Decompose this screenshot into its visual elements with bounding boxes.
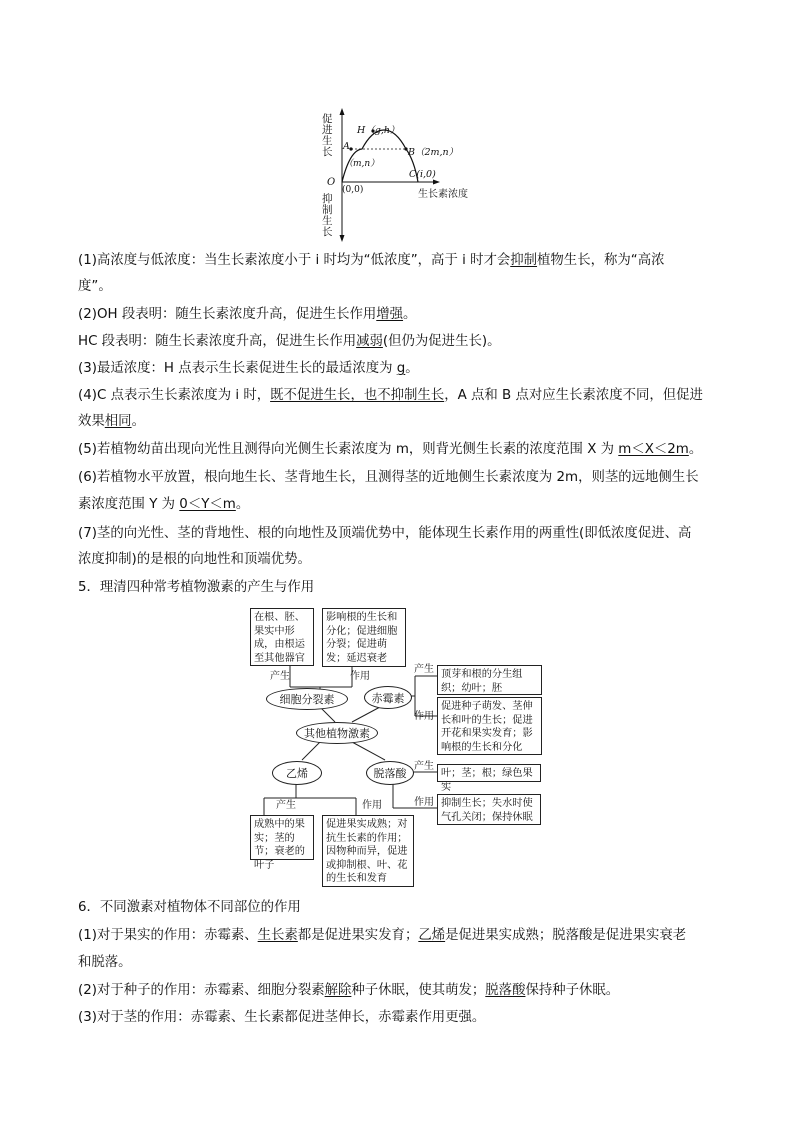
ethylene-effect-box: 促进果实成熟；对抗生长素的作用；因物种而异，促进或抑制根、叶、花的生长和发育 bbox=[322, 815, 414, 887]
ethylene-produce-tag: 产生 bbox=[276, 800, 296, 811]
ethylene-node: 乙烯 bbox=[272, 761, 322, 785]
cytokinin-produce-box: 在根、胚、果实中形成，由根运至其他器官 bbox=[250, 608, 314, 666]
para-7-line-2: 素浓度范围 Y 为 0＜Y＜m。 bbox=[78, 497, 250, 512]
gibberellin-effect-box: 促进种子萌发、茎伸长和叶的生长；促进开花和果实发育；影响根的生长和分化 bbox=[437, 697, 542, 755]
para-1-line-1: (1)高浓度与低浓度：当生长素浓度小于 i 时均为“低浓度”，高于 i 时才会抑制植物生长，称为“高浓 bbox=[78, 253, 665, 268]
x-axis-label: 生长素浓度 bbox=[418, 189, 468, 200]
cytokinin-effect-box: 影响根的生长和分化；促进细胞分裂；促进萌发；延迟衰老 bbox=[322, 608, 406, 667]
point-c-label: C(i,0) bbox=[409, 169, 436, 180]
curve-svg bbox=[322, 108, 482, 242]
para-8-line-1: (7)茎的向光性、茎的背地性、根的向地性及顶端优势中，能体现生长素作用的两重性(即低浓度促进、高 bbox=[78, 526, 692, 541]
y-axis-promote-label: 促 进 生 长 bbox=[322, 113, 333, 158]
aba-produce-box: 叶；茎；根；绿色果实 bbox=[437, 764, 541, 782]
ethylene-produce-box: 成熟中的果实；茎的节；衰老的叶子 bbox=[250, 815, 314, 860]
section-5-heading: 5．理清四种常考植物激素的产生与作用 bbox=[78, 580, 315, 595]
center-node: 其他植物激素 bbox=[296, 722, 378, 744]
point-1-line-1: (1)对于果实的作用：赤霉素、生长素都是促进果实发育；乙烯是促进果实成熟；脱落酸是促进果实衰老 bbox=[78, 928, 687, 943]
cytokinin-produce-tag: 产生 bbox=[270, 671, 290, 682]
point-b-label: B（2m,n） bbox=[408, 147, 459, 158]
para-5-line-1: (4)C 点表示生长素浓度为 i 时，既不促进生长，也不抑制生长，A 点和 B 点对应生长素浓度不同，但促进 bbox=[78, 388, 703, 403]
para-4: (3)最适浓度：H 点表示生长素促进生长的最适浓度为 g。 bbox=[78, 361, 419, 376]
para-6: (5)若植物幼苗出现向光性且测得向光侧生长素浓度为 m，则背光侧生长素的浓度范围 X 为 m＜X＜2m。 bbox=[78, 442, 703, 457]
gibberellin-effect-tag: 作用 bbox=[414, 711, 434, 722]
gibberellin-produce-tag: 产生 bbox=[414, 664, 434, 675]
point-a-label: A bbox=[343, 141, 350, 152]
para-8-line-2: 浓度抑制)的是根的向地性和顶端优势。 bbox=[78, 552, 311, 567]
section-6-heading: 6．不同激素对植物体不同部位的作用 bbox=[78, 900, 301, 915]
growth-curve-graph bbox=[322, 108, 482, 242]
ethylene-effect-tag: 作用 bbox=[362, 800, 382, 811]
cytokinin-node: 细胞分裂素 bbox=[266, 688, 348, 710]
para-7-line-1: (6)若植物水平放置，根向地生长、茎背地生长，且测得茎的近地侧生长素浓度为 2m，则茎的远地侧生长 bbox=[78, 470, 699, 485]
aba-effect-box: 抑制生长；失水时使气孔关闭；保持休眠 bbox=[437, 794, 541, 825]
point-2: (2)对于种子的作用：赤霉素、细胞分裂素解除种子休眠，使其萌发；脱落酸保持种子休眠。 bbox=[78, 983, 620, 998]
point-3: (3)对于茎的作用：赤霉素、生长素都促进茎伸长，赤霉素作用更强。 bbox=[78, 1010, 486, 1025]
y-axis-inhibit-label: 抑 制 生 长 bbox=[322, 193, 333, 238]
gibberellin-node: 赤霉素 bbox=[364, 686, 412, 709]
aba-effect-tag: 作用 bbox=[414, 797, 434, 808]
para-1-line-2: 度”。 bbox=[78, 279, 112, 294]
origin-label: O bbox=[327, 177, 336, 188]
point-1-line-2: 和脱落。 bbox=[78, 955, 132, 970]
gibberellin-produce-box: 顶芽和根的分生组织；幼叶；胚 bbox=[437, 665, 542, 695]
aba-node: 脱落酸 bbox=[366, 761, 414, 785]
point-h-label: H（g,h） bbox=[357, 125, 400, 136]
origin-coord-label: (0,0) bbox=[342, 185, 364, 195]
para-3: HC 段表明：随生长素浓度升高，促进生长作用减弱(但仍为促进生长)。 bbox=[78, 334, 501, 349]
point-mn-label: （m,n） bbox=[344, 159, 380, 169]
para-5-line-2: 效果相同。 bbox=[78, 414, 145, 429]
aba-produce-tag: 产生 bbox=[414, 761, 434, 772]
cytokinin-effect-tag: 作用 bbox=[350, 671, 370, 682]
para-2: (2)OH 段表明：随生长素浓度升高，促进生长作用增强。 bbox=[78, 307, 417, 322]
